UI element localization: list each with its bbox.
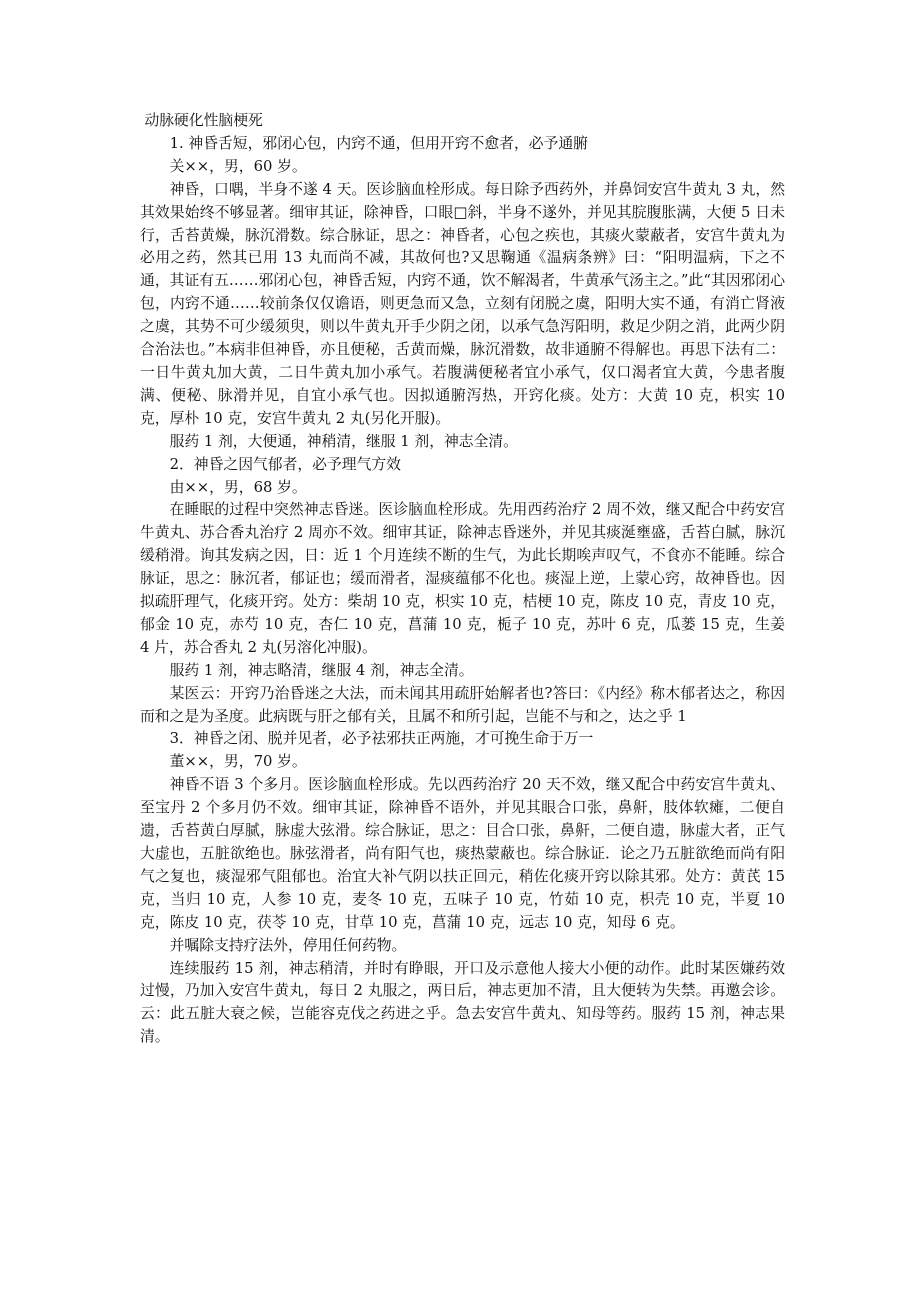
document-body [140,110,785,1049]
case-2-patient: 由××，男，68 岁。 [169,478,307,496]
case-3-description: 神昏不语 3 个多月。医诊脑血栓形成。先以西药治疗 20 天不效，继又配合中药安宫牛黄丸、至宝丹 2 个多月仍不效。细审其证，除神昏不语外，并见其眼合口张，鼻鼾，肢体软瘫，二便自遗，舌苔黄白厚腻，脉虚大弦滑。综合脉证，思之：目合口张，鼻鼾，二便自遗，脉虚大者，正气大虚也，五脏欲绝也。脉弦滑者，尚有阳气也，痰热蒙蔽也。综合脉证．论之乃五脏欲绝而尚有阳气之复也，痰湿邪气阻郁也。治宜大补气阴以扶正回元，稍佐化痰开窍以除其邪。处方：黄芪 15 克，当归 10 克，人参 10 克，麦冬 10 克，五味子 10 克，竹茹 10 克，枳壳 10 克，半夏 10 克，陈皮 10 克，茯苓 10 克，甘草 10 克，菖蒲 10 克，远志 10 克，知母 6 克。 [140,776,785,931]
case-2-description: 在睡眠的过程中突然神志昏迷。医诊脑血栓形成。先用西药治疗 2 周不效，继又配合中药安宫牛黄丸、苏合香丸治疗 2 周亦不效。细审其证，除神志昏迷外，并见其痰涎壅盛，舌苔白腻，脉沉缓稍滑。询其发病之因，日：近 1 个月连续不断的生气，为此长期唉声叹气，不食亦不能睡。综合脉证，思之：脉沉者，郁证也；缓而滑者，湿痰蕴郁不化也。痰湿上逆，上蒙心窍，故神昏也。因拟疏肝理气，化痰开窍。处方：柴胡 10 克，枳实 10 克，桔梗 10 克，陈皮 10 克，青皮 10 克，郁金 10 克，赤芍 10 克，杏仁 10 克，菖蒲 10 克，栀子 10 克，苏叶 6 克，瓜蒌 15 克，生姜 4 片，苏合香丸 2 丸(另溶化冲服)。 [140,501,785,656]
case-3-patient: 董××，男，70 岁。 [169,753,307,771]
case-3-heading: 3．神昏之闭、脱并见者，必予祛邪扶正两施，才可挽生命于万一 [169,730,594,748]
document-title: 动脉硬化性脑梗死 [144,112,263,129]
case-2-outcome: 服药 1 剂，神志略清，继服 4 剂，神志全清。 [169,661,474,679]
case-2-discussion: 某医云：开窍乃治昏迷之大法，而未闻其用疏肝始解者也?答曰：《内经》称木郁者达之，称因而和之是为圣度。此病既与肝之郁有关，且属不和所引起，岂能不与和之，达之乎 1 [140,684,785,725]
case-2-heading: 2．神昏之因气郁者，必予理气方效 [169,455,401,473]
case-1-outcome: 服药 1 剂，大便通，神稍清，继服 1 剂，神志全清。 [169,432,518,450]
case-1-patient: 关××，男，60 岁。 [169,157,307,175]
case-1-description: 神昏，口喁，半身不遂 4 天。医诊脑血栓形成。每日除予西药外，并鼻饲安宫牛黄丸 3 丸，然其效果始终不够显著。细审其证，除神昏，口眼□斜，半身不遂外，并见其脘腹胀满，大便 5 日未行，舌苔黄燥，脉沉滑数。综合脉证，思之：神昏者，心包之疾也，其痰火蒙蔽者，安宫牛黄丸为必用之药，然其已用 13 丸而尚不减，其故何也?又思鞠通《温病条辨》曰：“阳明温病，下之不通，其证有五……邪闭心包，神昏舌短，内窍不通，饮不解渴者，牛黄承气汤主之。”此“其因邪闭心包，内窍不通……较前条仅仅谵语，则更急而又急，立刻有闭脱之虞，阳明大实不通，有消亡肾液之虞，其势不可少缓须臾，则以牛黄丸开手少阴之闭，以承气急泻阳明，救足少阴之消，此两少阴合治法也。”本病非但神昏，亦且便秘，舌黄而燥，脉沉滑数，故非通腑不得解也。再思下法有二：一日牛黄丸加大黄，二日牛黄丸加小承气。若腹满便秘者宜小承气，仅口渴者宜大黄，今患者腹满、便秘、脉滑并见，自宜小承气也。因拟通腑泻热，开窍化痰。处方：大黄 10 克，枳实 10 克，厚朴 10 克，安宫牛黄丸 2 丸(另化开服)。 [140,180,785,427]
case-3-outcome: 连续服药 15 剂，神志稍清，并时有睁眼，开口及示意他人接大小便的动作。此时某医嫌药效过慢，乃加入安宫牛黄丸，每日 2 丸服之，两日后，神志更加不清，且大便转为失禁。再邀会诊。云：此五脏大衰之候，岂能容克伐之药进之乎。急去安宫牛黄丸、知母等药。服药 15 剂，神志果清。 [140,959,785,1046]
case-3-instruction: 并嘱除支持疗法外，停用任何药物。 [169,936,407,954]
case-1-heading: 1. 神昏舌短，邪闭心包，内窍不通，但用开窍不愈者，必予通腑 [169,134,588,152]
